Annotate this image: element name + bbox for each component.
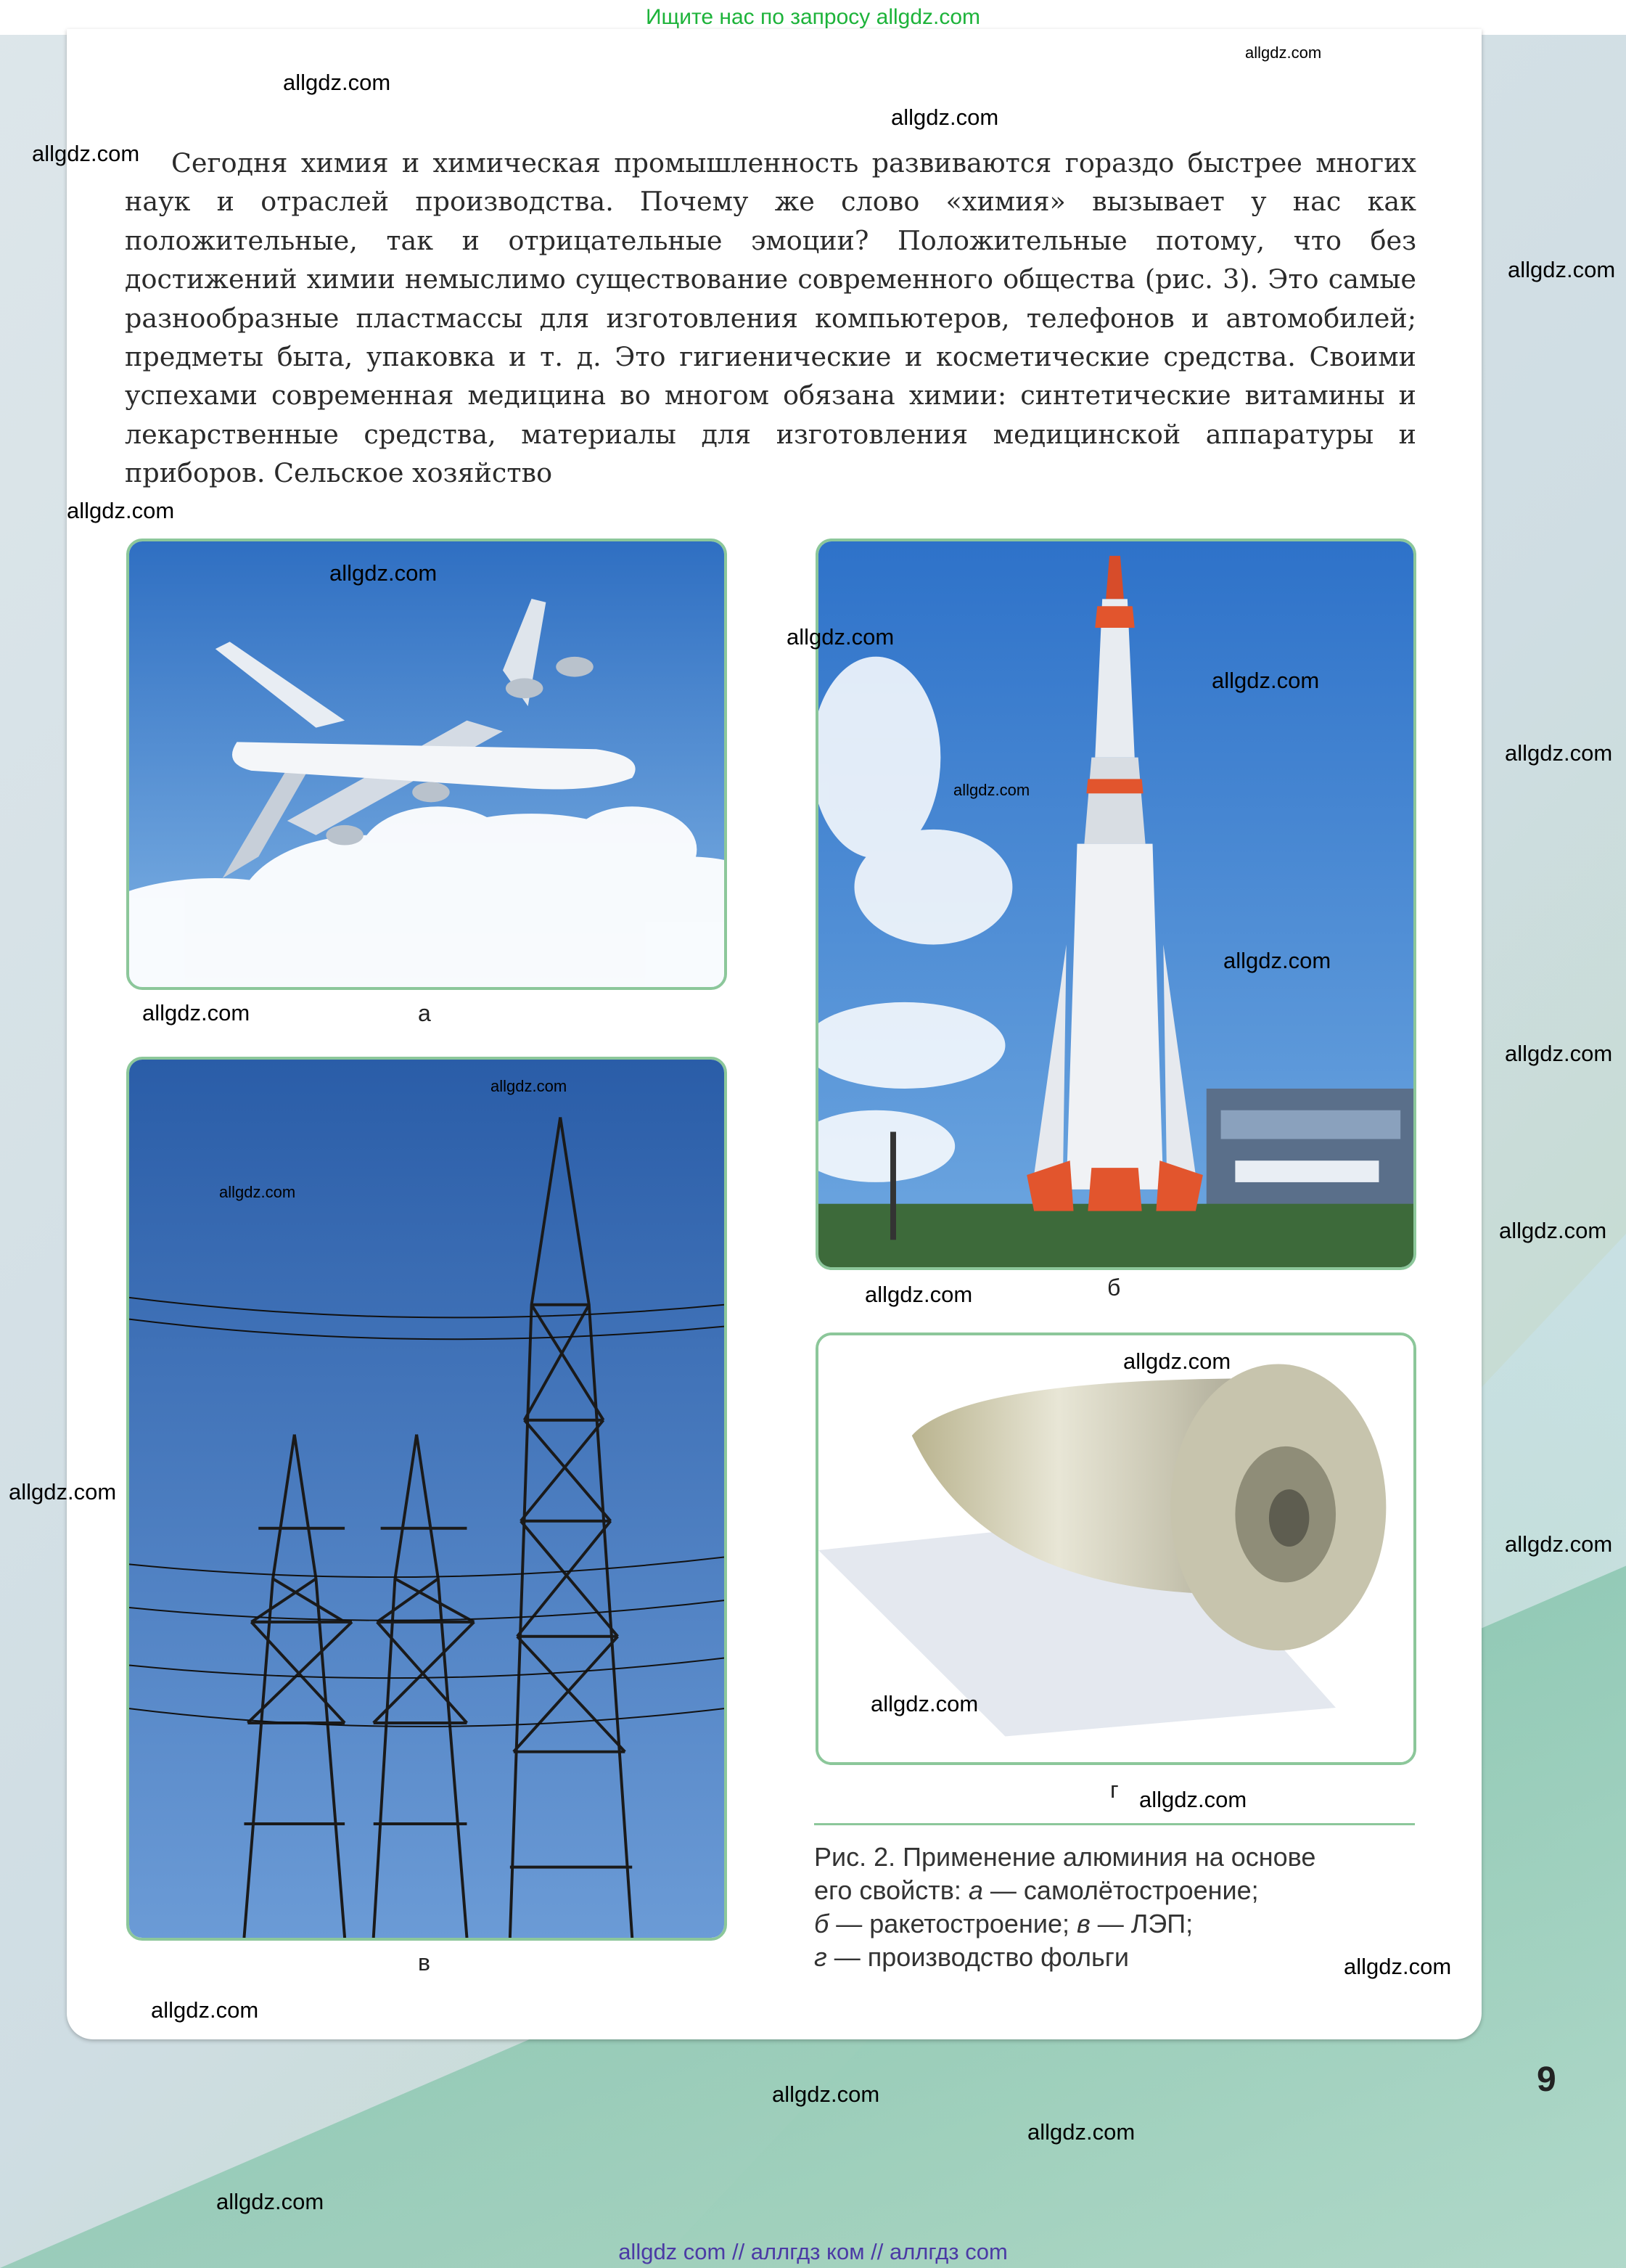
watermark: allgdz.com	[283, 70, 391, 95]
caption-line-2: его свойств: а — самолётостроение;	[814, 1875, 1259, 1905]
caption-letter-g: г	[814, 1942, 827, 1972]
watermark: allgdz.com	[490, 1077, 567, 1095]
top-banner[interactable]: Ищите нас по запросу allgdz.com	[0, 0, 1626, 35]
watermark: allgdz.com	[1139, 1787, 1247, 1812]
watermark: allgdz.com	[9, 1479, 117, 1505]
caption-letter-b: б	[814, 1909, 829, 1939]
watermark: allgdz.com	[1223, 948, 1331, 973]
watermark: allgdz.com	[865, 1282, 973, 1307]
figure-caption	[814, 1841, 1424, 1974]
watermark: allgdz.com	[329, 560, 438, 586]
watermark: allgdz.com	[953, 781, 1030, 799]
watermark: allgdz.com	[151, 1997, 259, 2023]
watermark: allgdz.com	[871, 1691, 979, 1716]
watermark: allgdz.com	[216, 2189, 324, 2214]
watermark: allgdz.com	[32, 141, 140, 166]
watermark: allgdz.com	[1508, 257, 1616, 282]
watermark: allgdz.com	[1245, 44, 1322, 62]
figure-b-rocket-photo	[816, 539, 1416, 1270]
caption-letter-a: а	[968, 1875, 983, 1905]
figure-a-letter: а	[418, 1000, 431, 1026]
watermark: allgdz.com	[1505, 1041, 1613, 1066]
bottom-banner[interactable]: allgdz com // аллгдз ком // аллгдз com	[618, 2239, 1008, 2264]
watermark: allgdz.com	[142, 1000, 250, 1025]
caption-letter-v: в	[1076, 1909, 1091, 1939]
watermark: allgdz.com	[772, 2081, 880, 2107]
body-paragraph: Сегодня химия и химическая промышленность развиваются гораздо быстрее многих наук и отраслей производства. Почему же слово «химия» вызывает у нас как положительные, так и отрицательные эмоции? Положительные потому, что без достижений химии немыслимо существование современного общества (рис. 3). Это самые разнообразные пластмассы для изготовления компьютеров, телефонов и автомобилей; предметы быта, упаковка и т. д. Это гигиенические и косметические средства. Своими успехами современная медицина во многом обязана химии: синтетические витамины и лекарственные средства, материалы для изготовления медицинской аппаратуры и приборов. Сельское хозяйство	[125, 147, 1416, 489]
power-towers-image	[129, 1060, 724, 1938]
rocket-image	[818, 541, 1413, 1267]
watermark: allgdz.com	[1027, 2119, 1136, 2145]
watermark: allgdz.com	[1344, 1954, 1452, 1979]
watermark: allgdz.com	[1123, 1348, 1231, 1374]
watermark: allgdz.com	[891, 105, 999, 130]
watermark: allgdz.com	[67, 498, 175, 523]
watermark: allgdz.com	[1505, 1531, 1613, 1557]
watermark: allgdz.com	[787, 624, 895, 650]
figure-b-letter: б	[1107, 1274, 1121, 1301]
figure-v-power-line-photo	[126, 1057, 727, 1941]
caption-line-4: г — производство фольги	[814, 1942, 1129, 1972]
caption-line-3: б — ракетостроение; в — ЛЭП;	[814, 1909, 1194, 1939]
watermark: allgdz.com	[1505, 740, 1613, 766]
caption-divider	[814, 1823, 1415, 1825]
figure-v-letter: в	[418, 1949, 430, 1976]
watermark: allgdz.com	[1499, 1218, 1607, 1243]
caption-line-1: Рис. 2. Применение алюминия на основе	[814, 1842, 1316, 1872]
watermark: allgdz.com	[219, 1183, 296, 1201]
page-number: 9	[1537, 2060, 1556, 2099]
figure-a-airplane-photo	[126, 539, 727, 990]
watermark: allgdz.com	[1212, 668, 1320, 693]
airplane-image	[129, 541, 724, 987]
figure-g-letter: г	[1110, 1777, 1119, 1803]
